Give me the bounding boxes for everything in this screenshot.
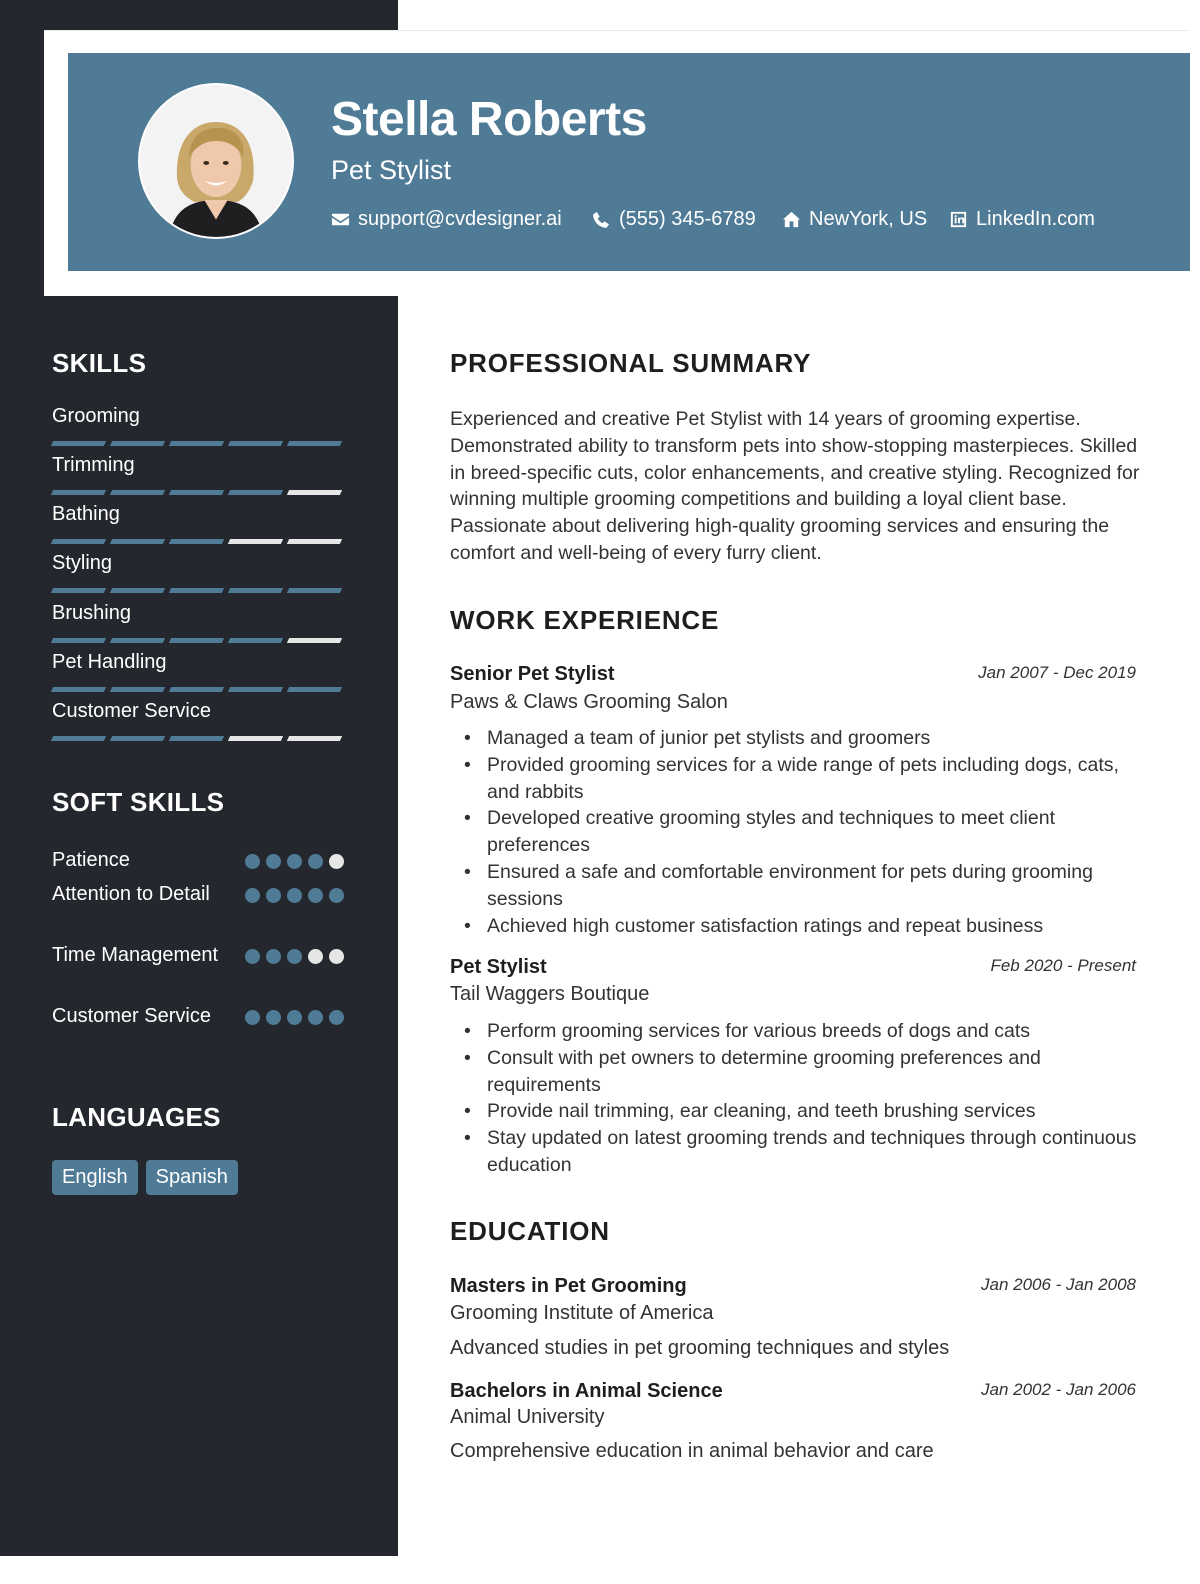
rating-dot-filled (245, 854, 260, 869)
skill-segment-filled (110, 638, 165, 643)
skill-segment-filled (110, 490, 165, 495)
contact-email[interactable] (331, 205, 562, 233)
degree-title: Masters in Pet Grooming (450, 1275, 687, 1297)
skill-level-bar (52, 736, 344, 741)
skill-item (52, 700, 344, 741)
job-dates: Feb 2020 - Present (990, 956, 1136, 975)
skill-level-bar (52, 441, 344, 446)
rating-dot-filled (266, 1010, 281, 1025)
job-bullet: • Ensured a safe and comfortable environment for pets during grooming sessions (487, 859, 1147, 913)
language-tags (52, 1160, 238, 1195)
rating-dot-empty (329, 854, 344, 869)
rating-dot-filled (266, 854, 281, 869)
rating-dot-filled (245, 1010, 260, 1025)
skill-segment-filled (228, 441, 283, 446)
contact-location (782, 205, 927, 233)
rating-dot-filled (308, 888, 323, 903)
soft-skill-rating (245, 854, 344, 869)
soft-skill-name: Patience (52, 849, 130, 871)
experience-title: WORK EXPERIENCE (450, 605, 720, 635)
rating-dot-empty (329, 949, 344, 964)
soft-skill-rating (245, 949, 344, 964)
skill-segment-empty (287, 736, 342, 741)
skill-segment-filled (228, 588, 283, 593)
skill-segment-filled (110, 441, 165, 446)
envelope-icon (331, 210, 350, 229)
rating-dot-filled (329, 888, 344, 903)
rating-dot-filled (245, 949, 260, 964)
contact-linkedin[interactable] (949, 205, 1095, 233)
skill-segment-filled (51, 736, 106, 741)
job-bullet: • Achieved high customer satisfaction ratings and repeat business (487, 913, 1147, 940)
skill-item (52, 552, 344, 593)
skill-segment-filled (169, 687, 224, 692)
education-title: EDUCATION (450, 1216, 610, 1246)
contact-phone-text: (555) 345-6789 (619, 207, 756, 230)
skill-segment-filled (51, 638, 106, 643)
job-title: Pet Stylist (450, 956, 547, 978)
contact-linkedin-text: LinkedIn.com (976, 207, 1095, 230)
skill-level-bar (52, 588, 344, 593)
job-bullet: • Perform grooming services for various breeds of dogs and cats (487, 1018, 1147, 1045)
job-bullets (487, 1018, 1147, 1179)
language-tag: Spanish (146, 1160, 238, 1195)
degree-dates: Jan 2006 - Jan 2008 (980, 1275, 1136, 1294)
soft-skill-name: Attention to Detail (52, 883, 210, 905)
skill-segment-empty (228, 539, 283, 544)
degree-description: Comprehensive education in animal behavior and care (450, 1440, 934, 1462)
contact-location-text: NewYork, US (809, 207, 928, 230)
rating-dot-filled (266, 949, 281, 964)
skill-segment-filled (51, 490, 106, 495)
skill-segment-filled (169, 490, 224, 495)
rating-dot-empty (308, 949, 323, 964)
skill-item (52, 651, 344, 692)
skill-item (52, 454, 344, 495)
summary-text: Experienced and creative Pet Stylist with 14 years of grooming expertise. Demonstrated ability to transform pets into show-stopping masterpieces. Skilled in breed-specific cuts, color enhancements, and creative styling. Recognized for winning multiple grooming competitions and building a loyal client base. Passionate about delivering high-quality grooming services and ensuring the comfort and well-being of every furry client. (450, 408, 1140, 564)
school-name: Animal University (450, 1406, 605, 1428)
degree-dates: Jan 2002 - Jan 2006 (980, 1380, 1136, 1399)
skill-segment-filled (110, 687, 165, 692)
skill-segment-filled (287, 687, 342, 692)
rating-dot-filled (287, 888, 302, 903)
skill-item (52, 602, 344, 643)
skill-segment-filled (169, 638, 224, 643)
language-tag: English (52, 1160, 138, 1195)
soft-skills-title: SOFT SKILLS (52, 787, 225, 817)
skill-segment-filled (51, 539, 106, 544)
degree-title: Bachelors in Animal Science (450, 1380, 723, 1402)
rating-dot-filled (287, 854, 302, 869)
skill-level-bar (52, 638, 344, 643)
contact-phone[interactable] (592, 205, 756, 233)
skill-name: Pet Handling (52, 651, 167, 673)
school-name: Grooming Institute of America (450, 1302, 714, 1324)
job-title: Senior Pet Stylist (450, 663, 615, 685)
job-bullet: • Managed a team of junior pet stylists and groomers (487, 725, 1147, 752)
skill-segment-filled (228, 687, 283, 692)
linkedin-icon (949, 210, 968, 229)
skill-segment-filled (169, 588, 224, 593)
skill-segment-filled (228, 638, 283, 643)
contact-email-text: support@cvdesigner.ai (358, 207, 562, 230)
skill-level-bar (52, 490, 344, 495)
skill-segment-empty (287, 539, 342, 544)
skill-segment-filled (51, 441, 106, 446)
degree-description: Advanced studies in pet grooming techniques and styles (450, 1337, 950, 1359)
skill-level-bar (52, 539, 344, 544)
skill-name: Customer Service (52, 700, 211, 722)
skill-segment-filled (51, 687, 106, 692)
skill-segment-filled (287, 441, 342, 446)
skill-segment-empty (228, 736, 283, 741)
skill-name: Bathing (52, 503, 120, 525)
summary-title: PROFESSIONAL SUMMARY (450, 348, 812, 378)
candidate-name: Stella Roberts (331, 93, 647, 146)
candidate-role: Pet Stylist (331, 155, 452, 185)
job-bullet: • Consult with pet owners to determine grooming preferences and requirements (487, 1045, 1147, 1099)
job-bullet: • Stay updated on latest grooming trends and techniques through continuous education (487, 1125, 1147, 1179)
rating-dot-filled (266, 888, 281, 903)
skill-level-bar (52, 687, 344, 692)
skill-segment-filled (110, 539, 165, 544)
rating-dot-filled (287, 1010, 302, 1025)
skill-segment-empty (287, 638, 342, 643)
skill-name: Grooming (52, 405, 140, 427)
skill-segment-filled (228, 490, 283, 495)
soft-skill-rating (245, 1010, 344, 1025)
skill-segment-empty (287, 490, 342, 495)
skill-segment-filled (51, 588, 106, 593)
rating-dot-filled (308, 1010, 323, 1025)
rating-dot-filled (287, 949, 302, 964)
soft-skill-name: Time Management (52, 944, 218, 966)
job-bullet: • Provided grooming services for a wide range of pets including dogs, cats, and rabbits (487, 752, 1147, 806)
job-bullets (487, 725, 1147, 939)
job-company: Tail Waggers Boutique (450, 983, 650, 1005)
soft-skill-name: Customer Service (52, 1005, 211, 1027)
skill-segment-filled (110, 736, 165, 741)
skill-segment-filled (287, 588, 342, 593)
home-icon (782, 210, 801, 229)
skill-item (52, 405, 344, 446)
job-company: Paws & Claws Grooming Salon (450, 691, 728, 713)
job-dates: Jan 2007 - Dec 2019 (978, 663, 1136, 682)
skill-name: Brushing (52, 602, 131, 624)
skill-item (52, 503, 344, 544)
soft-skill-rating (245, 888, 344, 903)
skill-segment-filled (169, 736, 224, 741)
skill-name: Styling (52, 552, 113, 574)
skill-name: Trimming (52, 454, 135, 476)
profile-photo-illustration (140, 85, 292, 237)
rating-dot-filled (308, 854, 323, 869)
job-bullet: • Provide nail trimming, ear cleaning, and teeth brushing services (487, 1098, 1147, 1125)
skill-segment-filled (110, 588, 165, 593)
skills-title: SKILLS (52, 348, 147, 378)
job-bullet: • Developed creative grooming styles and techniques to meet client preferences (487, 805, 1147, 859)
skill-segment-filled (169, 441, 224, 446)
rating-dot-filled (245, 888, 260, 903)
languages-title: LANGUAGES (52, 1102, 221, 1132)
phone-icon (592, 210, 611, 229)
rating-dot-filled (329, 1010, 344, 1025)
skill-segment-filled (169, 539, 224, 544)
profile-photo (138, 83, 294, 239)
